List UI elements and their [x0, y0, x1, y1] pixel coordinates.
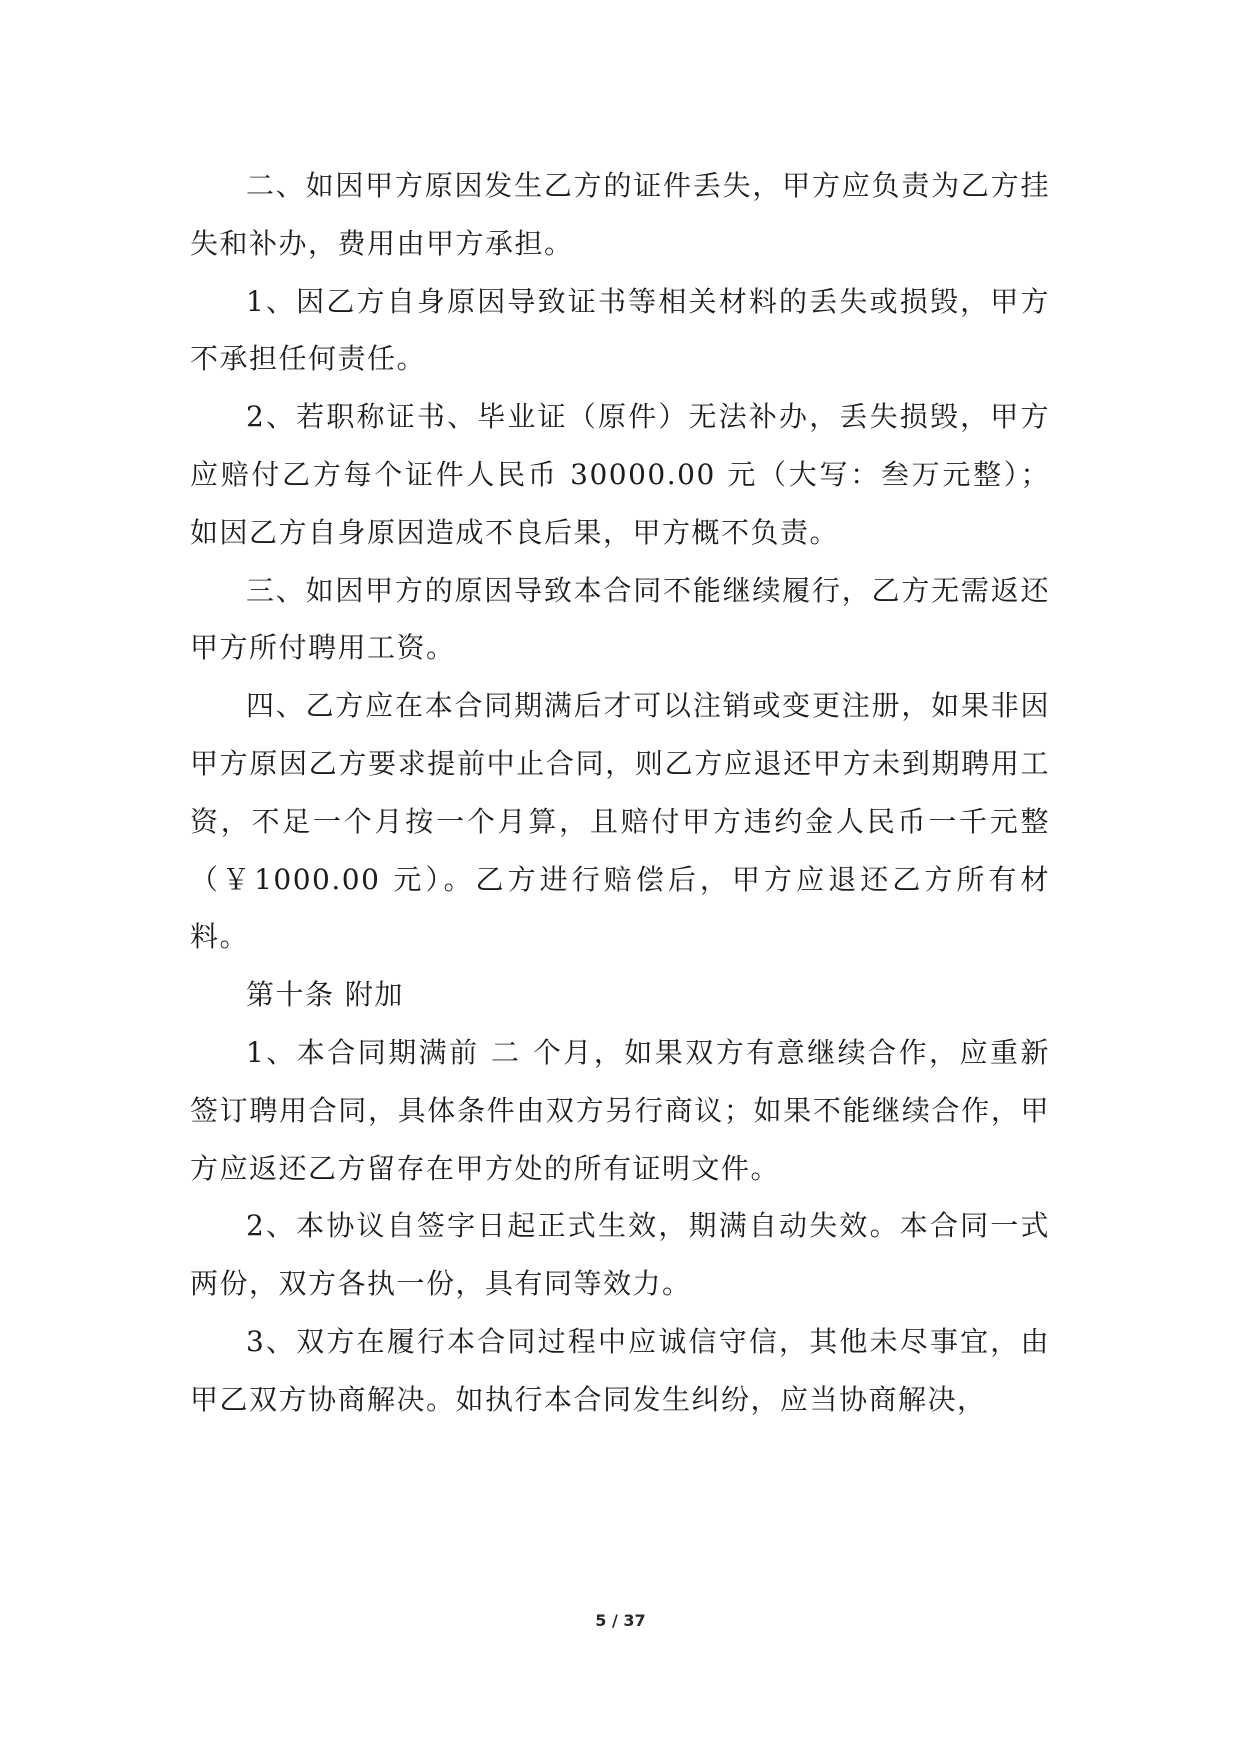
paragraph-item-1-self-loss: 1、因乙方自身原因导致证书等相关材料的丢失或损毁，甲方不承担任何责任。 [190, 284, 1050, 376]
section-heading-article-10: 第十条 附加 [246, 978, 404, 1012]
paragraph-clause-2-lost-certificates: 二、如因甲方原因发生乙方的证件丢失，甲方应负责为乙方挂失和补办，费用由甲方承担。 [190, 169, 1050, 260]
paragraph-item-2-compensation: 2、若职称证书、毕业证（原件）无法补办，丢失损毁，甲方应赔付乙方每个证件人民币 30000.00 元（大写：叁万元整）；如因乙方自身原因造成不良后果，甲方概不负责。 [190, 400, 1050, 549]
paragraph-article-10-item-1: 1、本合同期满前 二 个月，如果双方有意继续合作，应重新签订聘用合同，具体条件由双方另行商议；如果不能继续合作，甲方应返还乙方留存在甲方处的所有证明文件。 [190, 1035, 1050, 1185]
paragraph-clause-4-deregistration: 四、乙方应在本合同期满后才可以注销或变更注册，如果非因甲方原因乙方要求提前中止合同，则乙方应退还甲方未到期聘用工资，不足一个月按一个月算，且赔付甲方违约金人民币一千元整（￥1000.00 元）。乙方进行赔偿后，甲方应退还乙方所有材料。 [190, 689, 1050, 954]
paragraph-article-10-item-3: 3、双方在履行本合同过程中应诚信守信，其他未尽事宜，由甲乙双方协商解决。如执行本合同发生纠纷，应当协商解决， [190, 1324, 1050, 1416]
page-number: 5 / 37 [595, 1611, 646, 1630]
paragraph-article-10-item-2: 2、本协议自签字日起正式生效，期满自动失效。本合同一式两份，双方各执一份，具有同等效力。 [190, 1209, 1050, 1301]
paragraph-clause-3-termination: 三、如因甲方的原因导致本合同不能继续履行，乙方无需返还甲方所付聘用工资。 [190, 573, 1050, 665]
body-text [190, 157, 1050, 1429]
